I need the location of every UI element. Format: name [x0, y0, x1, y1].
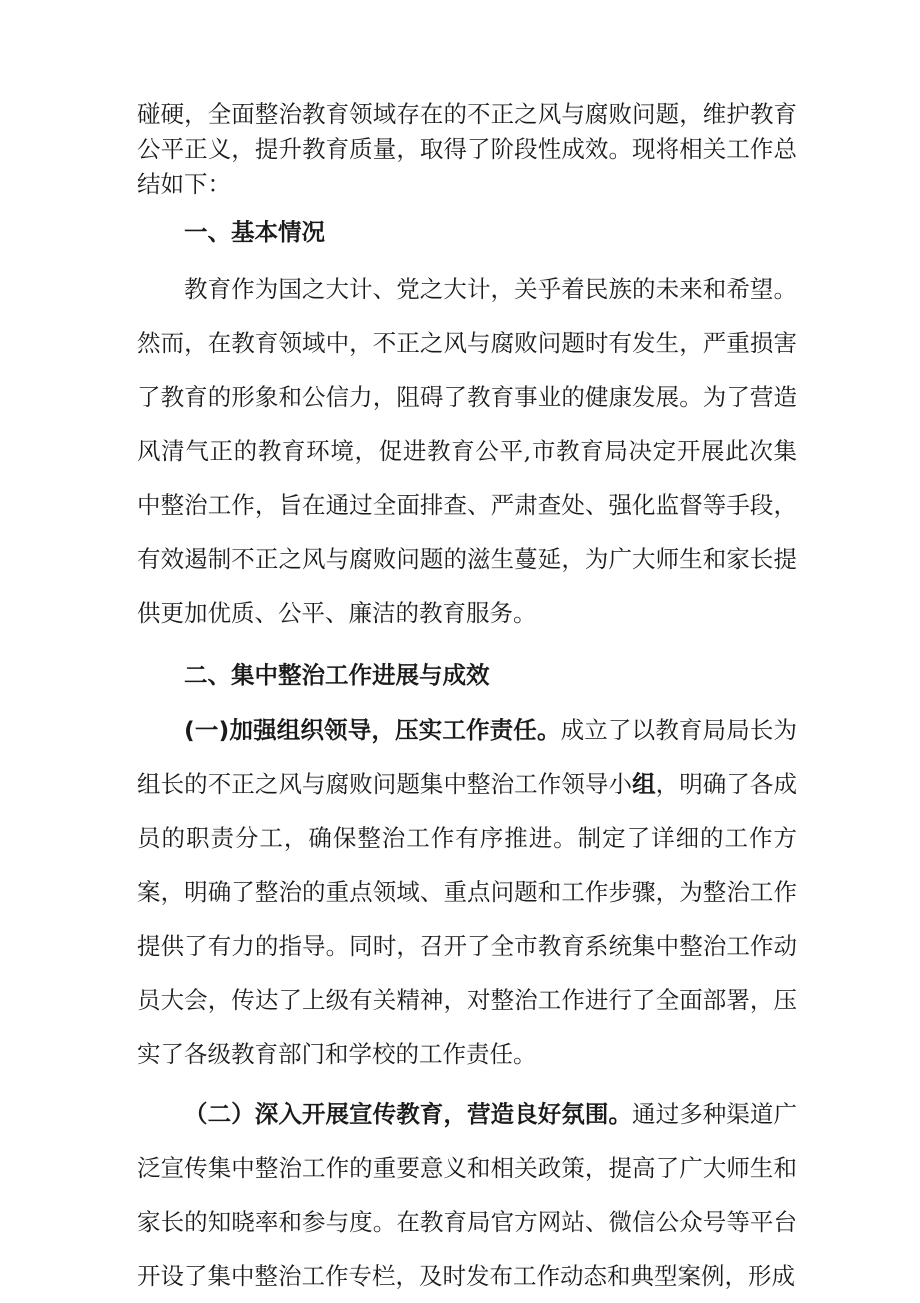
item-1-lead: (一)加强组织领导，压实工作责任。 [184, 716, 561, 744]
item-publicity-education [137, 1087, 797, 1303]
item-1-text-part1: 成立了以教育局局长为组长的不正之风与腐败问题集中整治工作领导小 [137, 716, 797, 798]
basic-situation-paragraph: 教育作为国之大计、党之大计，关乎着民族的未来和希望。然而，在教育领域中，不正之风与腐败问题时有发生，严重损害了教育的形象和公信力，阻碍了教育事业的健康发展。为了营造风清气正的教育环境，促进教育公平,市教育局决定开展此次集中整治工作，旨在通过全面排查、严肃查处、强化监督等手段，有效遏制不正之风与腐败问题的滋生蔓延，为广大师生和家长提供更加优质、公平、廉洁的教育服务。 [137, 275, 797, 627]
section-heading-basic-situation: 一、基本情况 [184, 218, 325, 246]
item-2-text: 通过多种渠道广泛宣传集中整治工作的重要意义和相关政策，提高了广大师生和家长的知晓率和参与度。在教育局官方网站、微信公众号等平台开设了集中整治工作专栏，及时发布工作动态和典型案例，形成 [137, 1100, 798, 1290]
item-1-text-part2: ，明确了各成员的职责分工，确保整治工作有序推进。制定了详细的工作方案，明确了整治的重点领域、重点问题和工作步骤，为整治工作提供了有力的指导。同时，召开了全市教育系统集中整治工作动员大会，传达了上级有关精神，对整治工作进行了全面部署，压实了各级教育部门和学校的工作责任。 [137, 770, 798, 1068]
item-2-lead: （二）深入开展宣传教育，营造良好氛围。 [184, 1100, 633, 1128]
item-organization-leadership [137, 703, 797, 1081]
document-body [137, 97, 797, 1303]
opening-paragraph: 碰硬，全面整治教育领域存在的不正之风与腐败问题，维护教育公平正义，提升教育质量，取得了阶段性成效。现将相关工作总结如下： [137, 100, 797, 198]
section-heading-progress: 二、集中整治工作进展与成效 [184, 661, 490, 689]
item-1-bold-char: 组 [632, 770, 656, 798]
